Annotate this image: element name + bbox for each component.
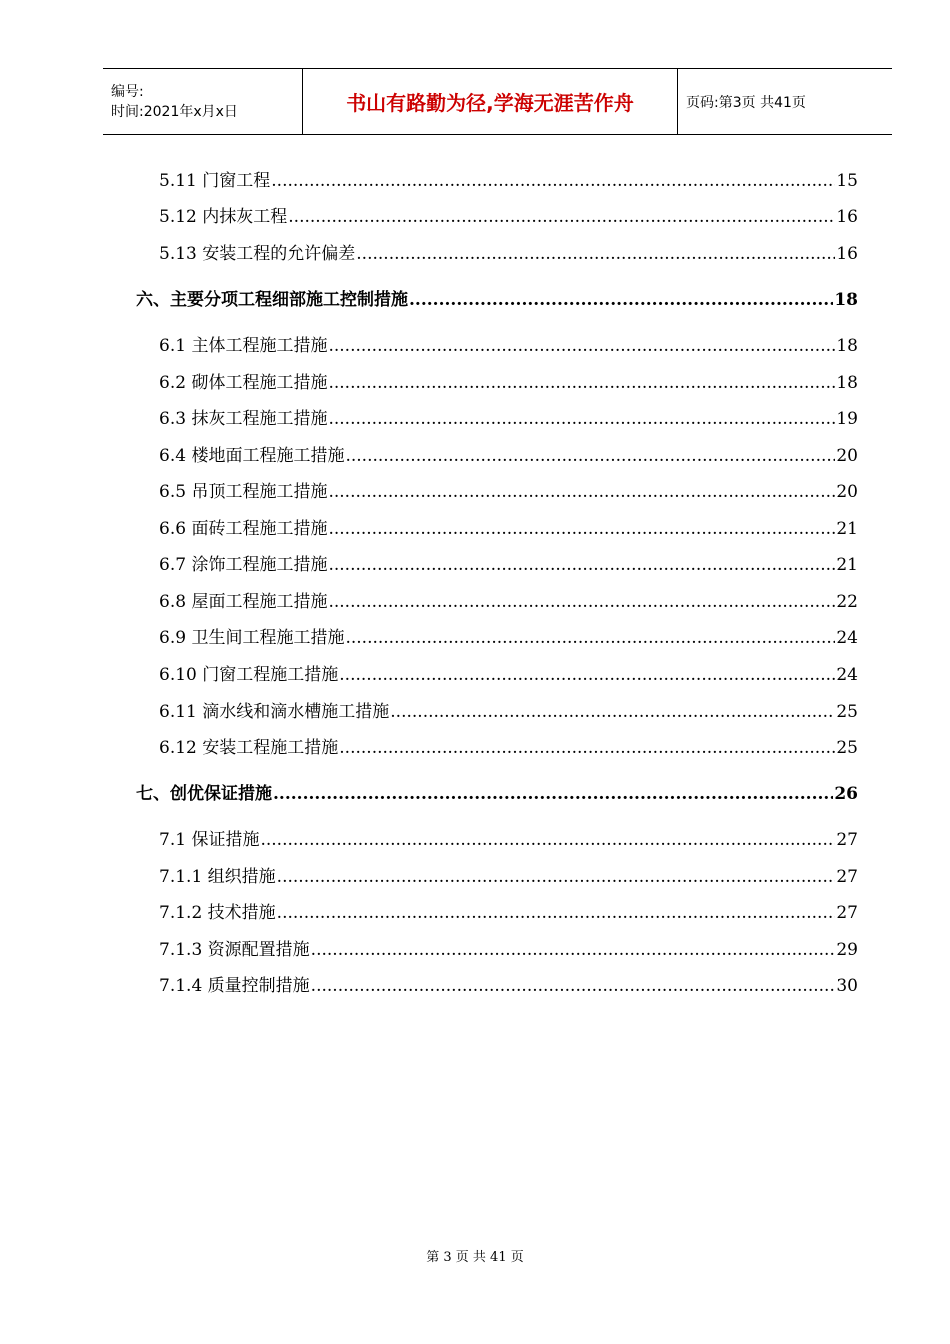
toc-leader-dots bbox=[339, 736, 835, 760]
toc-leader-dots bbox=[328, 334, 835, 358]
toc-entry[interactable] bbox=[136, 288, 858, 312]
toc-leader-dots bbox=[339, 663, 835, 687]
toc-entry[interactable] bbox=[159, 828, 858, 852]
toc-entry[interactable] bbox=[159, 334, 858, 358]
toc-entry-label: 6.2 砌体工程施工措施 bbox=[159, 373, 328, 393]
toc-entry-label: 6.9 卫生间工程施工措施 bbox=[159, 628, 345, 648]
toc-entry-page: 27 bbox=[836, 830, 858, 850]
toc-entry-page: 29 bbox=[836, 940, 858, 960]
toc-entry[interactable] bbox=[136, 782, 858, 806]
toc-leader-dots bbox=[345, 626, 835, 650]
toc-entry-label: 6.12 安装工程施工措施 bbox=[159, 738, 339, 758]
toc-entry-label: 7.1.2 技术措施 bbox=[159, 903, 276, 923]
toc-entry-label: 6.5 吊顶工程施工措施 bbox=[159, 482, 328, 502]
toc-entry-page: 21 bbox=[836, 519, 858, 539]
toc-entry[interactable] bbox=[159, 901, 858, 925]
toc-leader-dots bbox=[409, 288, 833, 312]
toc-leader-dots bbox=[328, 371, 835, 395]
toc-entry-page: 27 bbox=[836, 867, 858, 887]
toc-entry-page: 18 bbox=[836, 373, 858, 393]
toc-entry[interactable] bbox=[159, 205, 858, 229]
toc-entry-label: 六、主要分项工程细部施工控制措施 bbox=[136, 290, 408, 310]
toc-entry-label: 6.10 门窗工程施工措施 bbox=[159, 665, 339, 685]
header-meta bbox=[103, 69, 303, 134]
toc-entry-page: 25 bbox=[836, 738, 858, 758]
toc-entry-page: 22 bbox=[836, 592, 858, 612]
toc-entry-label: 5.11 门窗工程 bbox=[159, 171, 271, 191]
toc-entry-label: 7.1.4 质量控制措施 bbox=[159, 976, 310, 996]
document-number-label: 编号: bbox=[111, 83, 144, 100]
toc-leader-dots bbox=[311, 938, 836, 962]
toc-leader-dots bbox=[328, 407, 835, 431]
header-motto: 书山有路勤为径,学海无涯苦作舟 bbox=[303, 69, 678, 134]
toc-entry[interactable] bbox=[159, 736, 858, 760]
toc-entry-label: 6.1 主体工程施工措施 bbox=[159, 336, 328, 356]
toc-entry-page: 15 bbox=[836, 171, 858, 191]
toc-entry-label: 6.7 涂饰工程施工措施 bbox=[159, 555, 328, 575]
toc-leader-dots bbox=[288, 205, 835, 229]
toc-leader-dots bbox=[277, 865, 836, 889]
toc-entry-label: 5.13 安装工程的允许偏差 bbox=[159, 244, 356, 264]
toc-entry-page: 20 bbox=[836, 482, 858, 502]
toc-leader-dots bbox=[328, 590, 835, 614]
toc-entry-label: 6.11 滴水线和滴水槽施工措施 bbox=[159, 702, 390, 722]
toc-entry[interactable] bbox=[159, 444, 858, 468]
toc-leader-dots bbox=[328, 553, 835, 577]
toc-entry-label: 6.4 楼地面工程施工措施 bbox=[159, 446, 345, 466]
toc-entry-label: 6.3 抹灰工程施工措施 bbox=[159, 409, 328, 429]
toc-entry-label: 6.8 屋面工程施工措施 bbox=[159, 592, 328, 612]
toc-entry[interactable] bbox=[159, 590, 858, 614]
toc-entry-page: 24 bbox=[836, 665, 858, 685]
toc-entry[interactable] bbox=[159, 371, 858, 395]
toc-entry-page: 18 bbox=[834, 290, 858, 310]
toc-leader-dots bbox=[311, 974, 836, 998]
toc-entry-page: 27 bbox=[836, 903, 858, 923]
toc-entry-page: 26 bbox=[834, 784, 858, 804]
page-footer: 第 3 页 共 41 页 bbox=[426, 1250, 524, 1265]
toc-leader-dots bbox=[356, 242, 835, 266]
page-header bbox=[103, 68, 892, 135]
document-time-label: 时间:2021年x月x日 bbox=[111, 103, 238, 120]
toc-entry-page: 25 bbox=[836, 702, 858, 722]
toc-entry[interactable] bbox=[159, 865, 858, 889]
toc-entry-page: 24 bbox=[836, 628, 858, 648]
toc-entry[interactable] bbox=[159, 700, 858, 724]
toc-entry-page: 20 bbox=[836, 446, 858, 466]
toc-leader-dots bbox=[277, 901, 836, 925]
toc-entry-label: 7.1.3 资源配置措施 bbox=[159, 940, 310, 960]
toc-leader-dots bbox=[273, 782, 833, 806]
toc-entry-label: 7.1.1 组织措施 bbox=[159, 867, 276, 887]
toc-entry-label: 5.12 内抹灰工程 bbox=[159, 207, 288, 227]
toc-leader-dots bbox=[260, 828, 835, 852]
toc-entry[interactable] bbox=[159, 242, 858, 266]
toc-entry[interactable] bbox=[159, 169, 858, 193]
toc-entry[interactable] bbox=[159, 663, 858, 687]
toc-entry-label: 7.1 保证措施 bbox=[159, 830, 260, 850]
toc-entry[interactable] bbox=[159, 407, 858, 431]
toc-leader-dots bbox=[345, 444, 835, 468]
toc-leader-dots bbox=[390, 700, 835, 724]
toc-entry[interactable] bbox=[159, 938, 858, 962]
toc-entry[interactable] bbox=[159, 974, 858, 998]
toc-leader-dots bbox=[271, 169, 835, 193]
toc-entry-page: 16 bbox=[836, 207, 858, 227]
toc-entry[interactable] bbox=[159, 480, 858, 504]
toc-entry-page: 30 bbox=[836, 976, 858, 996]
toc-entry[interactable] bbox=[159, 553, 858, 577]
header-page-info: 页码:第3页 共41页 bbox=[686, 94, 806, 111]
toc-entry-page: 19 bbox=[836, 409, 858, 429]
toc-entry[interactable] bbox=[159, 626, 858, 650]
toc-leader-dots bbox=[328, 480, 835, 504]
toc-entry-label: 6.6 面砖工程施工措施 bbox=[159, 519, 328, 539]
toc-entry-page: 21 bbox=[836, 555, 858, 575]
toc-entry-page: 16 bbox=[836, 244, 858, 264]
toc-entry-label: 七、创优保证措施 bbox=[136, 784, 272, 804]
toc-entry-page: 18 bbox=[836, 336, 858, 356]
toc-entry[interactable] bbox=[159, 517, 858, 541]
toc-leader-dots bbox=[328, 517, 835, 541]
